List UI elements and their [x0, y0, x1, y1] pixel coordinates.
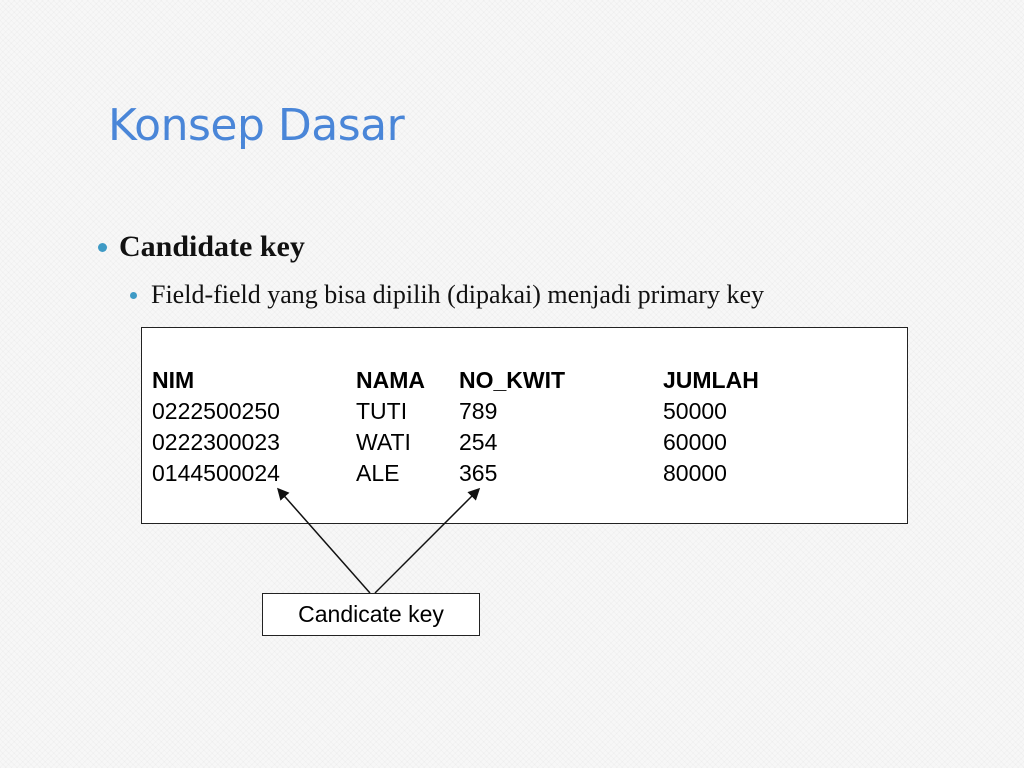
data-table	[141, 327, 908, 524]
table-cell: 0222500250	[152, 398, 280, 424]
table-cell: WATI	[356, 429, 411, 455]
table-cell: 789	[459, 398, 498, 424]
table-header-jumlah: JUMLAH	[663, 367, 759, 393]
table-cell: 60000	[663, 429, 727, 455]
table-cell: ALE	[356, 460, 400, 486]
bullet-dot-icon	[130, 292, 137, 299]
bullet-dot-icon	[98, 243, 107, 252]
table-cell: 365	[459, 460, 498, 486]
slide-title: Konsep Dasar	[108, 100, 405, 151]
table-cell: 50000	[663, 398, 727, 424]
sub-bullet-description	[130, 280, 764, 310]
bullet-candidate-key	[98, 230, 305, 264]
table-cell: 0144500024	[152, 460, 280, 486]
table-header-no-kwit: NO_KWIT	[459, 367, 566, 393]
table-cell: 254	[459, 429, 498, 455]
bullet-text: Candidate key	[119, 230, 305, 263]
table-header-nim: NIM	[152, 367, 195, 393]
table-cell: 0222300023	[152, 429, 280, 455]
candidate-key-label: Candicate key	[262, 593, 480, 636]
table-cell: 80000	[663, 460, 727, 486]
sub-bullet-text: Field-field yang bisa dipilih (dipakai) menjadi primary key	[151, 280, 765, 309]
table-cell: TUTI	[356, 398, 408, 424]
table-header-nama: NAMA	[356, 367, 425, 393]
